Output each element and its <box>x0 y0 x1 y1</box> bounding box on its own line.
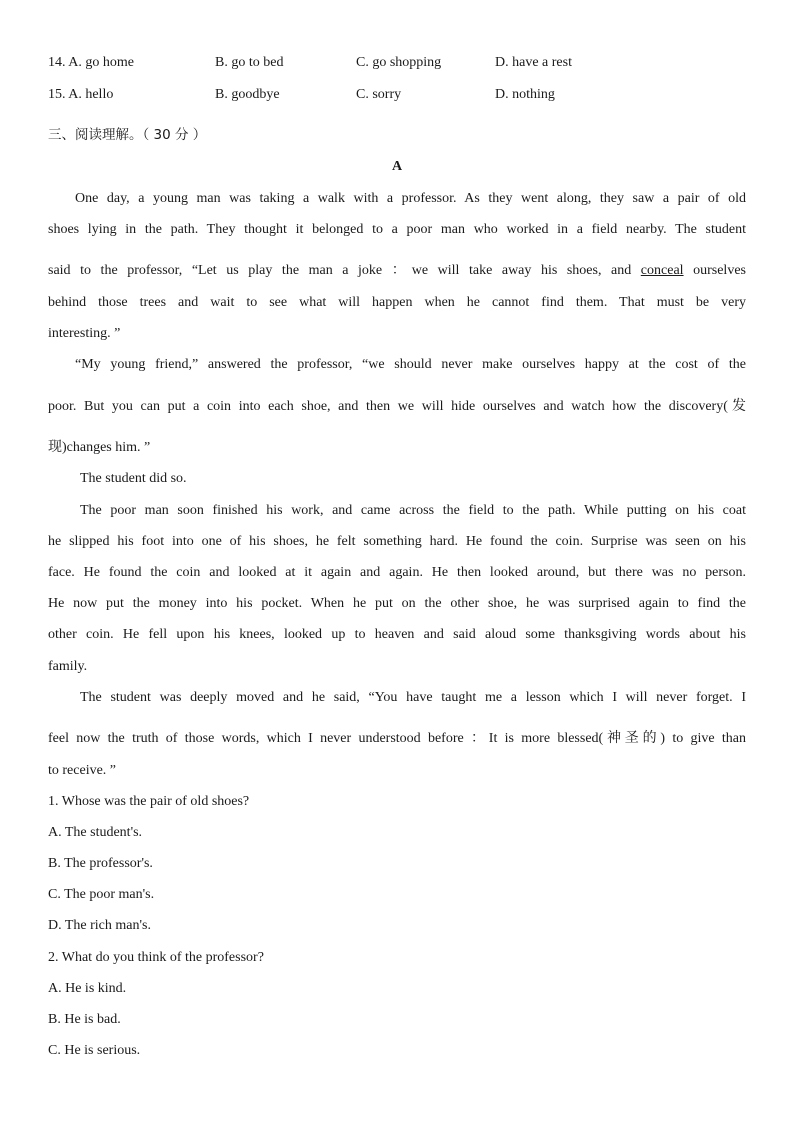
passage-line: The student did so. <box>80 471 187 486</box>
question-14-options <box>48 55 746 75</box>
option-d: D. have a rest <box>495 55 572 70</box>
passage-line: The student was deeply moved and he said, “You have taught me a lesson which I will never forget. I <box>80 690 746 705</box>
passage-line: family. <box>48 659 88 674</box>
answer-option[interactable]: D. The rich man's. <box>48 918 151 933</box>
passage-line: he slipped his foot into one of his shoes, he felt something hard. He found the coin. Surprise was seen on his <box>48 534 746 549</box>
option-c: C. sorry <box>356 87 402 102</box>
passage-line: face. He found the coin and looked at it again and again. He then looked around, but there was no person. <box>48 565 746 580</box>
passage-line: shoes lying in the path. They thought it belonged to a poor man who worked in a field nearby. The student <box>48 222 746 237</box>
option-a: 15. A. hello <box>48 87 114 102</box>
passage-line: to receive. ” <box>48 763 117 778</box>
option-a: 14. A. go home <box>48 55 134 70</box>
passage-line: other coin. He fell upon his knees, looked up to heaven and said aloud some thanksgiving words about his <box>48 627 746 642</box>
passage-text: ourselves <box>683 263 746 278</box>
passage-line: feel now the truth of those words, which I never understood before ：It is more blessed(神圣的) to give than <box>48 731 746 746</box>
question-stem: 2. What do you think of the professor? <box>48 950 264 965</box>
question-stem: 1. Whose was the pair of old shoes? <box>48 794 250 809</box>
passage-title: A <box>391 159 403 174</box>
passage-line: interesting. ” <box>48 326 121 341</box>
passage-line: The poor man soon finished his work, and came across the field to the path. While putting on his coat <box>80 503 746 518</box>
passage-line: 现)changes him. ” <box>48 440 151 455</box>
option-c: C. go shopping <box>356 55 442 70</box>
question-15-options <box>48 87 746 107</box>
passage-text: said to the professor, “Let us play the man a joke ：we will take away his shoes, and <box>48 263 641 278</box>
passage-line: One day, a young man was taking a walk with a professor. As they went along, they saw a pair of old <box>75 191 746 206</box>
section-heading: 三、阅读理解。（ 30 分 ） <box>48 127 207 143</box>
option-b: B. goodbye <box>215 87 280 102</box>
passage-line <box>48 259 746 279</box>
option-b: B. go to bed <box>215 55 284 70</box>
passage-line: behind those trees and wait to see what will happen when he cannot find them. That must be very <box>48 295 746 310</box>
answer-option[interactable]: B. The professor's. <box>48 856 153 871</box>
passage-line: poor. But you can put a coin into each shoe, and then we will hide ourselves and watch how the discovery(发 <box>48 399 746 414</box>
option-d: D. nothing <box>495 87 555 102</box>
answer-option[interactable]: A. The student's. <box>48 825 143 840</box>
answer-option[interactable]: B. He is bad. <box>48 1012 121 1027</box>
passage-line: He now put the money into his pocket. When he put on the other shoe, he was surprised again to find the <box>48 596 746 611</box>
answer-option[interactable]: C. He is serious. <box>48 1043 141 1058</box>
answer-option[interactable]: C. The poor man's. <box>48 887 155 902</box>
answer-option[interactable]: A. He is kind. <box>48 981 127 996</box>
passage-line: “My young friend,” answered the professor, “we should never make ourselves happy at the cost of the <box>75 357 746 372</box>
underlined-word: conceal <box>640 263 684 278</box>
